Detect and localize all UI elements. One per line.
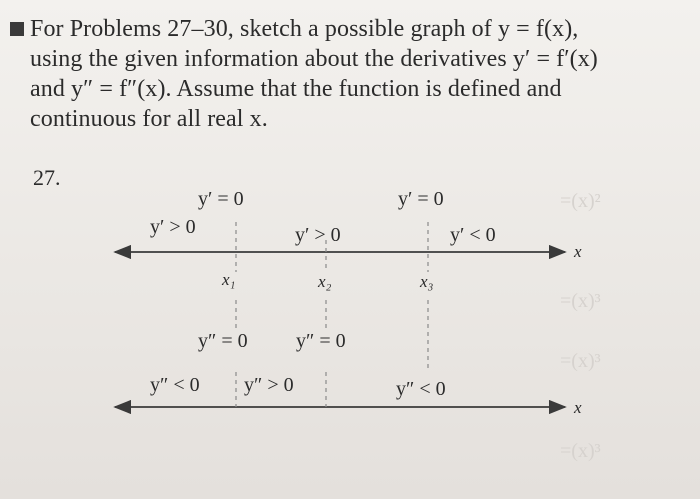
bleed-through-mark: =(x)³ xyxy=(560,290,601,312)
second-derivative-zero-x1: y″ = 0 xyxy=(198,330,248,352)
first-derivative-left-sign: y′ > 0 xyxy=(150,216,196,238)
bleed-through-mark: =(x)² xyxy=(560,190,601,212)
first-derivative-zero-x1: y′ = 0 xyxy=(198,188,244,210)
second-axis-x-label: x xyxy=(574,398,582,417)
bleed-through-mark: =(x)³ xyxy=(560,350,601,372)
problem-number: 27. xyxy=(33,165,61,190)
instruction-line-4: continuous for all real x. xyxy=(30,106,268,132)
tick-x3: x₃ xyxy=(420,272,434,291)
second-derivative-middle-sign: y″ > 0 xyxy=(244,374,294,396)
second-derivative-zero-x2: y″ = 0 xyxy=(296,330,346,352)
first-axis-x-label: x xyxy=(574,242,582,261)
first-derivative-middle-sign: y′ > 0 xyxy=(295,224,341,246)
tick-x2: x₂ xyxy=(318,272,332,291)
instruction-line-3: and y″ = f″(x). Assume that the function is defined and xyxy=(30,76,562,102)
first-derivative-right-sign: y′ < 0 xyxy=(450,224,496,246)
first-derivative-zero-x3: y′ = 0 xyxy=(398,188,444,210)
second-derivative-right-sign: y″ < 0 xyxy=(396,378,446,400)
instruction-line-1: For Problems 27–30, sketch a possible graph of y = f(x), xyxy=(30,16,579,42)
instruction-line-2: using the given information about the derivatives y′ = f′(x) xyxy=(30,46,598,72)
tick-x1: x₁ xyxy=(222,270,236,289)
second-derivative-left-sign: y″ < 0 xyxy=(150,374,200,396)
bleed-through-mark: =(x)³ xyxy=(560,440,601,462)
